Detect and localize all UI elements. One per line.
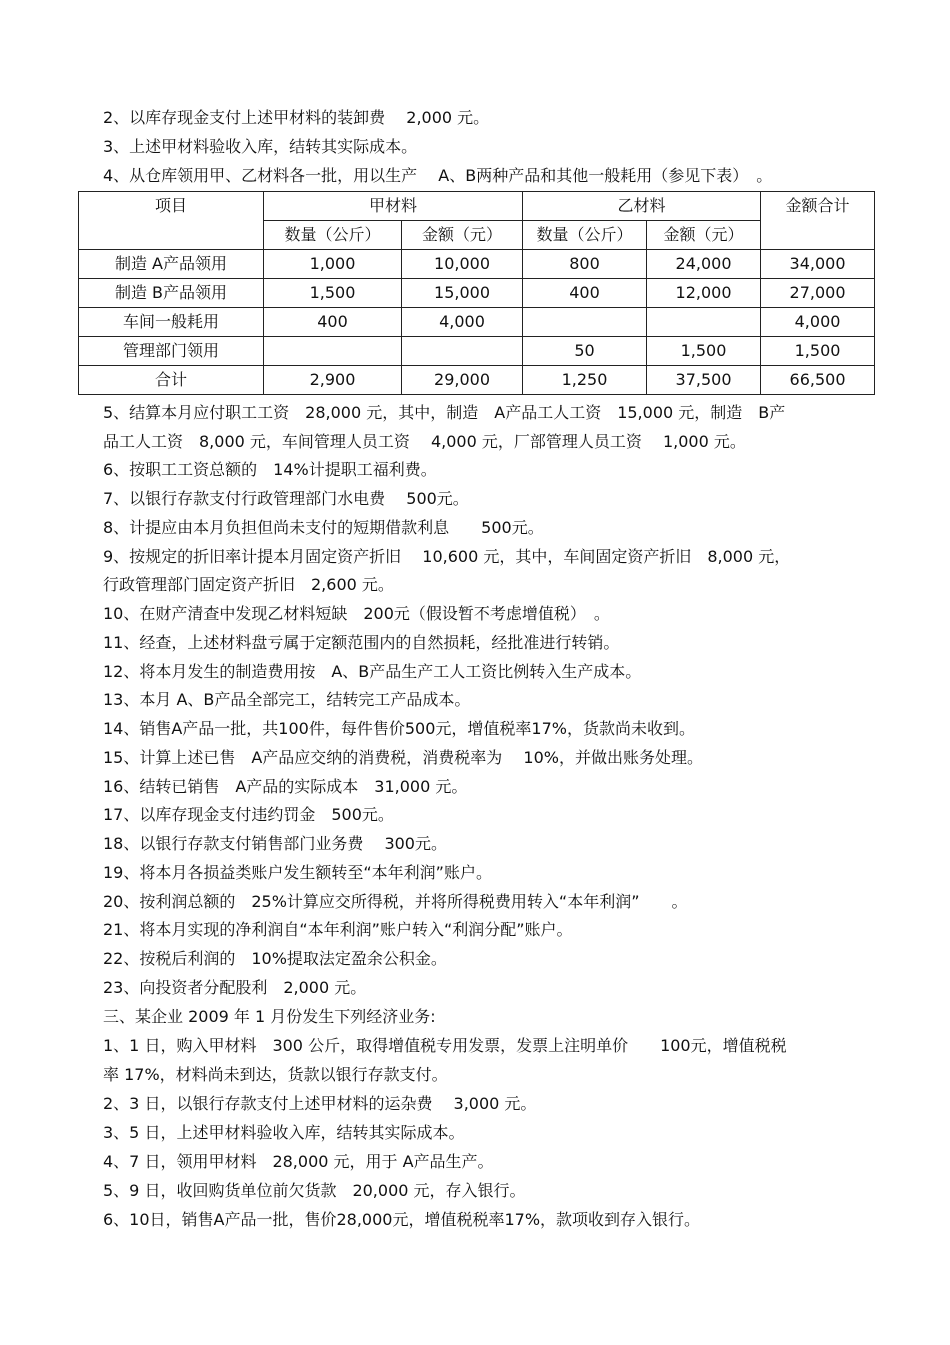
text-line: 19、将本月各损益类账户发生额转至“本年利润”账户。 xyxy=(103,863,492,882)
text-line: 20、按利润总额的 25%计算应交所得税，并将所得税费用转入“本年利润” 。 xyxy=(103,892,688,911)
cell-jia-qty: 1,500 xyxy=(264,279,402,308)
text-line: 22、按税后利润的 10%提取法定盈余公积金。 xyxy=(103,949,447,968)
table-total-row xyxy=(79,366,875,395)
text-line: 率 17%，材料尚未到达，货款以银行存款支付。 xyxy=(103,1065,448,1084)
cell-jia-qty xyxy=(264,337,402,366)
header-jia: 甲材料 xyxy=(264,192,523,221)
cell-total: 27,000 xyxy=(761,279,875,308)
cell-item: 车间一般耗用 xyxy=(79,308,264,337)
cell-yi-amt: 37,500 xyxy=(647,366,761,395)
header-yi: 乙材料 xyxy=(523,192,761,221)
text-line: 23、向投资者分配股利 2,000 元。 xyxy=(103,978,367,997)
cell-yi-qty: 400 xyxy=(523,279,647,308)
text-line: 8、计提应由本月负担但尚未支付的短期借款利息 500元。 xyxy=(103,518,544,537)
cell-yi-amt xyxy=(647,308,761,337)
cell-yi-qty: 1,250 xyxy=(523,366,647,395)
text-line: 行政管理部门固定资产折旧 2,600 元。 xyxy=(103,575,394,594)
text-line: 17、以库存现金支付违约罚金 500元。 xyxy=(103,805,394,824)
text-line: 4、7 日，领用甲材料 28,000 元，用于 A产品生产。 xyxy=(103,1152,494,1171)
cell-yi-qty xyxy=(523,308,647,337)
cell-total: 4,000 xyxy=(761,308,875,337)
header-total: 金额合计 xyxy=(761,192,875,250)
cell-yi-qty: 50 xyxy=(523,337,647,366)
text-line: 9、按规定的折旧率计提本月固定资产折旧 10,600 元，其中，车间固定资产折旧 8,000 元， xyxy=(103,547,791,566)
text-line: 3、5 日，上述甲材料验收入库，结转其实际成本。 xyxy=(103,1123,465,1142)
cell-total: 66,500 xyxy=(761,366,875,395)
section-heading: 三、某企业 2009 年 1 月份发生下列经济业务: xyxy=(103,1007,436,1026)
cell-jia-qty: 1,000 xyxy=(264,250,402,279)
cell-item: 制造 A产品领用 xyxy=(79,250,264,279)
text-line: 12、将本月发生的制造费用按 A、B产品生产工人工资比例转入生产成本。 xyxy=(103,662,642,681)
table-row xyxy=(79,250,875,279)
text-line: 13、本月 A、B产品全部完工，结转完工产品成本。 xyxy=(103,690,471,709)
text-line: 6、10日，销售A产品一批，售价28,000元，增值税税率17%，款项收到存入银行。 xyxy=(103,1210,701,1229)
text-line: 2、以库存现金支付上述甲材料的装卸费 2,000 元。 xyxy=(103,108,490,127)
cell-yi-amt: 12,000 xyxy=(647,279,761,308)
text-line: 6、按职工工资总额的 14%计提职工福利费。 xyxy=(103,460,437,479)
text-line: 4、从仓库领用甲、乙材料各一批，用以生产 A、B两种产品和其他一般耗用（参见下表） 。 xyxy=(103,166,773,185)
cell-jia-amt xyxy=(402,337,523,366)
cell-item: 管理部门领用 xyxy=(79,337,264,366)
text-line: 5、结算本月应付职工工资 28,000 元，其中，制造 A产品工人工资 15,000 元，制造 B产 xyxy=(103,403,786,422)
table-row xyxy=(79,279,875,308)
subheader-amt-jia: 金额（元） xyxy=(402,221,523,250)
cell-item: 制造 B产品领用 xyxy=(79,279,264,308)
cell-total: 1,500 xyxy=(761,337,875,366)
text-line: 1、1 日，购入甲材料 300 公斤，取得增值税专用发票，发票上注明单价 100元，增值税税 xyxy=(103,1036,787,1055)
text-line: 14、销售A产品一批，共100件，每件售价500元，增值税率17%，货款尚未收到。 xyxy=(103,719,695,738)
cell-yi-amt: 1,500 xyxy=(647,337,761,366)
cell-jia-qty: 400 xyxy=(264,308,402,337)
cell-jia-amt: 29,000 xyxy=(402,366,523,395)
text-line: 16、结转已销售 A产品的实际成本 31,000 元。 xyxy=(103,777,468,796)
subheader-amt-yi: 金额（元） xyxy=(647,221,761,250)
subheader-qty-yi: 数量（公斤） xyxy=(523,221,647,250)
cell-yi-qty: 800 xyxy=(523,250,647,279)
table-header-row xyxy=(79,192,875,221)
material-usage-table xyxy=(78,191,875,395)
text-line: 18、以银行存款支付销售部门业务费 300元。 xyxy=(103,834,447,853)
cell-total: 34,000 xyxy=(761,250,875,279)
text-line: 7、以银行存款支付行政管理部门水电费 500元。 xyxy=(103,489,469,508)
text-line: 2、3 日，以银行存款支付上述甲材料的运杂费 3,000 元。 xyxy=(103,1094,537,1113)
table-row xyxy=(79,308,875,337)
cell-jia-amt: 15,000 xyxy=(402,279,523,308)
text-line: 3、上述甲材料验收入库，结转其实际成本。 xyxy=(103,137,418,156)
text-line: 10、在财产清查中发现乙材料短缺 200元（假设暂不考虑增值税） 。 xyxy=(103,604,610,623)
cell-yi-amt: 24,000 xyxy=(647,250,761,279)
text-line: 15、计算上述已售 A产品应交纳的消费税，消费税率为 10%，并做出账务处理。 xyxy=(103,748,703,767)
text-line: 21、将本月实现的净利润自“本年利润”账户转入“利润分配”账户。 xyxy=(103,920,573,939)
text-line: 11、经查，上述材料盘亏属于定额范围内的自然损耗，经批准进行转销。 xyxy=(103,633,620,652)
text-line: 5、9 日，收回购货单位前欠货款 20,000 元，存入银行。 xyxy=(103,1181,526,1200)
subheader-qty-jia: 数量（公斤） xyxy=(264,221,402,250)
cell-item: 合计 xyxy=(79,366,264,395)
cell-jia-amt: 4,000 xyxy=(402,308,523,337)
cell-jia-amt: 10,000 xyxy=(402,250,523,279)
header-item: 项目 xyxy=(79,192,264,250)
table-row xyxy=(79,337,875,366)
cell-jia-qty: 2,900 xyxy=(264,366,402,395)
text-line: 品工人工资 8,000 元，车间管理人员工资 4,000 元，厂部管理人员工资 1,000 元。 xyxy=(103,432,746,451)
